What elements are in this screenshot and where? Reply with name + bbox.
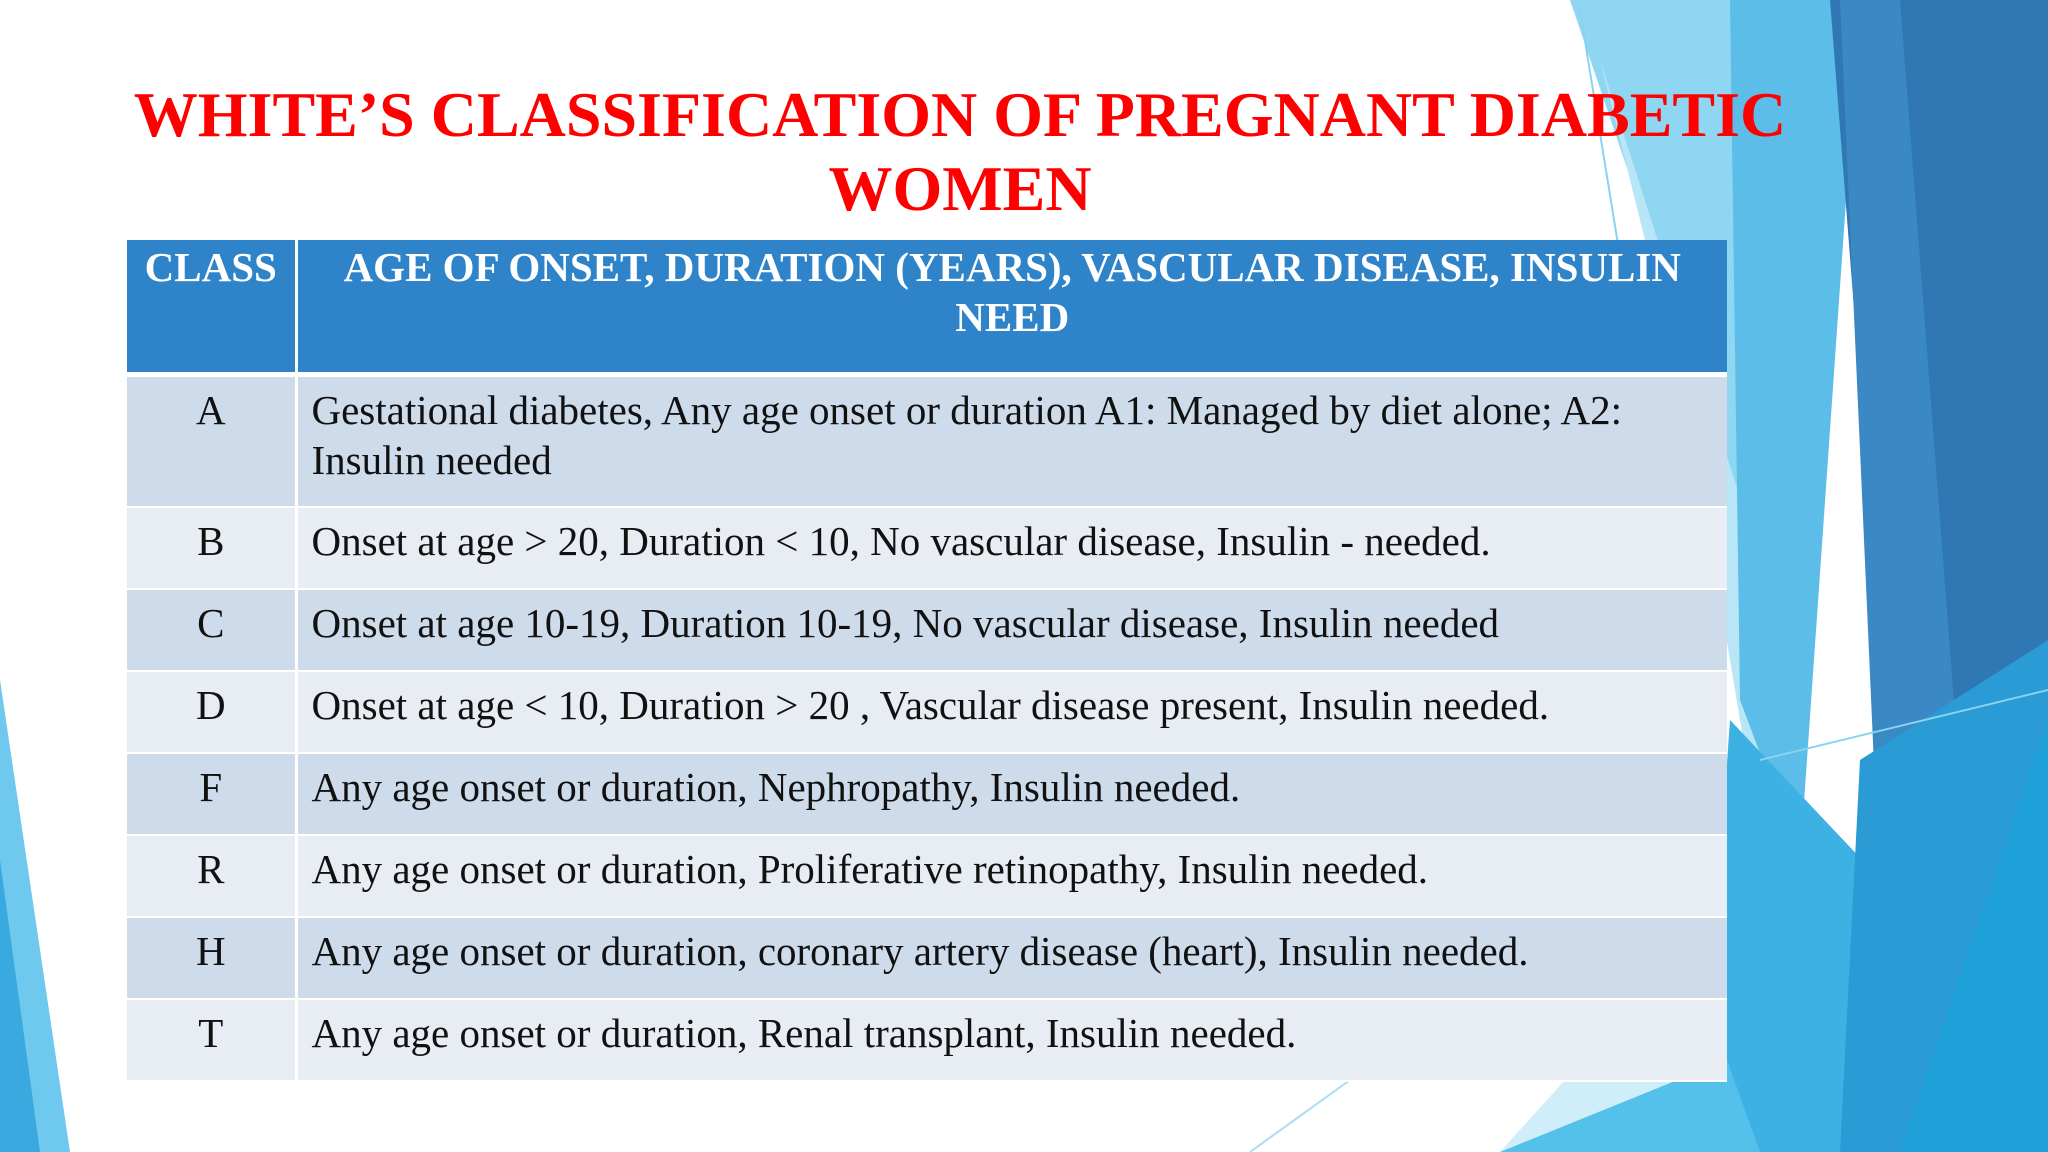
- description-cell: Onset at age < 10, Duration > 20 , Vascular disease present, Insulin needed.: [296, 671, 1727, 753]
- table-header-row: [127, 240, 1727, 375]
- description-cell: Any age onset or duration, Nephropathy, Insulin needed.: [296, 753, 1727, 835]
- slide-title-line1: WHITE’S CLASSIFICATION OF PREGNANT DIABETIC: [133, 79, 1787, 150]
- thin-line-3: [1250, 1080, 1350, 1152]
- classification-table: [127, 240, 1727, 1082]
- table-row: [127, 917, 1727, 999]
- slide-title: [110, 78, 1810, 226]
- description-cell: Onset at age 10-19, Duration 10-19, No vascular disease, Insulin needed: [296, 589, 1727, 671]
- class-cell: R: [127, 835, 296, 917]
- table-row: [127, 375, 1727, 508]
- column-header-class: CLASS: [127, 240, 296, 375]
- table-row: [127, 589, 1727, 671]
- description-cell: Any age onset or duration, Proliferative retinopathy, Insulin needed.: [296, 835, 1727, 917]
- class-cell: C: [127, 589, 296, 671]
- class-cell: B: [127, 507, 296, 589]
- description-cell: Any age onset or duration, Renal transplant, Insulin needed.: [296, 999, 1727, 1081]
- table-row: [127, 507, 1727, 589]
- table-row: [127, 835, 1727, 917]
- class-cell: H: [127, 917, 296, 999]
- description-cell: Onset at age > 20, Duration < 10, No vascular disease, Insulin - needed.: [296, 507, 1727, 589]
- table-row: [127, 753, 1727, 835]
- table-row: [127, 999, 1727, 1081]
- class-cell: D: [127, 671, 296, 753]
- column-header-description: AGE OF ONSET, DURATION (YEARS), VASCULAR DISEASE, INSULIN NEED: [296, 240, 1727, 375]
- class-cell: A: [127, 375, 296, 508]
- description-cell: Any age onset or duration, coronary artery disease (heart), Insulin needed.: [296, 917, 1727, 999]
- slide-title-line2: WOMEN: [828, 153, 1092, 224]
- class-cell: T: [127, 999, 296, 1081]
- class-cell: F: [127, 753, 296, 835]
- table-row: [127, 671, 1727, 753]
- description-cell: Gestational diabetes, Any age onset or duration A1: Managed by diet alone; A2: Insulin needed: [296, 375, 1727, 508]
